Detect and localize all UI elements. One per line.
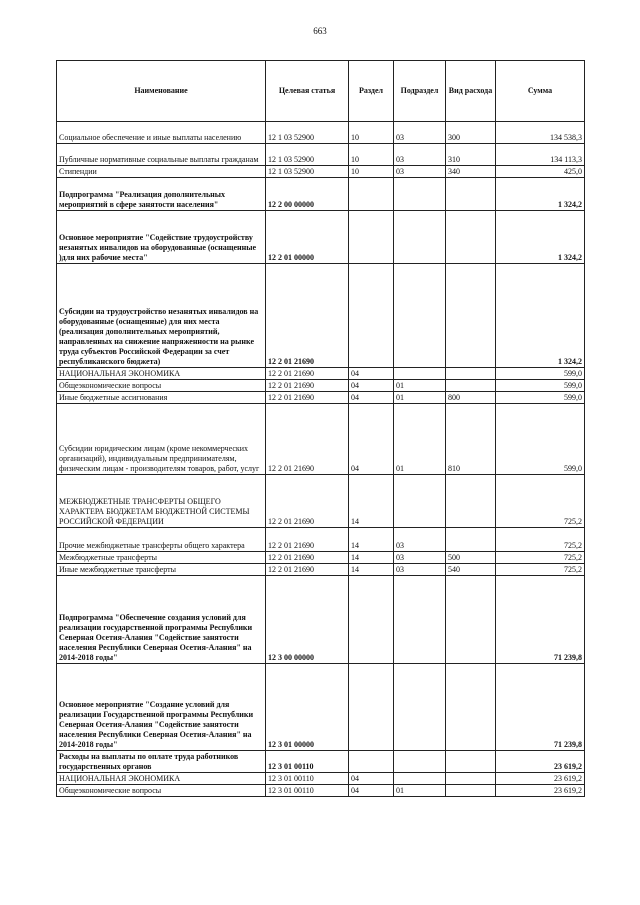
cell-type: [446, 475, 496, 528]
cell-section: 04: [349, 404, 394, 475]
cell-section: 14: [349, 564, 394, 576]
cell-section: 10: [349, 122, 394, 144]
cell-sum: 1 324,2: [496, 264, 585, 368]
header-section: Раздел: [349, 61, 394, 122]
cell-code: 12 1 03 52900: [266, 144, 349, 166]
header-name: Наименование: [57, 61, 266, 122]
cell-code: 12 3 01 00000: [266, 664, 349, 751]
cell-subsection: [394, 368, 446, 380]
cell-name: Общеэкономические вопросы: [57, 380, 266, 392]
cell-subsection: [394, 664, 446, 751]
cell-subsection: [394, 576, 446, 664]
cell-sum: 725,2: [496, 564, 585, 576]
cell-type: [446, 368, 496, 380]
cell-type: 310: [446, 144, 496, 166]
cell-code: 12 2 01 21690: [266, 552, 349, 564]
cell-sum: 599,0: [496, 380, 585, 392]
header-sum: Сумма: [496, 61, 585, 122]
cell-type: 300: [446, 122, 496, 144]
cell-type: [446, 211, 496, 264]
cell-name: Субсидии юридическим лицам (кроме некоммерческих организаций), индивидуальным предпринимателям, физическим лицам - производителям товаров, работ, услуг: [57, 404, 266, 475]
table-row: [57, 475, 585, 528]
cell-code: 12 2 01 00000: [266, 211, 349, 264]
cell-type: 500: [446, 552, 496, 564]
table-row: [57, 144, 585, 166]
cell-sum: 23 619,2: [496, 751, 585, 773]
cell-subsection: 03: [394, 144, 446, 166]
cell-section: 04: [349, 785, 394, 797]
cell-name: НАЦИОНАЛЬНАЯ ЭКОНОМИКА: [57, 773, 266, 785]
cell-type: [446, 773, 496, 785]
cell-sum: 23 619,2: [496, 773, 585, 785]
table-row: [57, 178, 585, 211]
cell-sum: 599,0: [496, 368, 585, 380]
cell-name: Иные бюджетные ассигнования: [57, 392, 266, 404]
cell-name: Субсидии на трудоустройство незанятых инвалидов на оборудованные (оснащенные) для них места (реализация дополнительных мероприятий, направленных на снижение напряженности на рынке труда субъектов Российской Федерации за счет республиканского бюджета): [57, 264, 266, 368]
cell-section: [349, 264, 394, 368]
cell-name: Подпрограмма "Обеспечение создания условий для реализации государственной программы Республики Северная Осетия-Алания "Содействие занятости населения Республики Северная Осетия-Алания" на 2014-2018 годы": [57, 576, 266, 664]
cell-name: Основное мероприятие "Создание условий для реализации Государственной программы Республики Северная Осетия-Алания "Содействие занятости населения Республики Северная Осетия-Алания" на 2014-2018 годы": [57, 664, 266, 751]
table-row: [57, 552, 585, 564]
cell-code: 12 3 01 00110: [266, 751, 349, 773]
cell-code: 12 2 00 00000: [266, 178, 349, 211]
cell-section: [349, 178, 394, 211]
cell-code: 12 1 03 52900: [266, 166, 349, 178]
cell-name: Расходы на выплаты по оплате труда работников государственных органов: [57, 751, 266, 773]
cell-section: 04: [349, 368, 394, 380]
cell-type: [446, 380, 496, 392]
cell-sum: 1 324,2: [496, 211, 585, 264]
table-row: [57, 211, 585, 264]
cell-code: 12 2 01 21690: [266, 368, 349, 380]
table-row: [57, 528, 585, 552]
cell-name: Прочие межбюджетные трансферты общего характера: [57, 528, 266, 552]
table-row: [57, 122, 585, 144]
cell-subsection: [394, 751, 446, 773]
table-row: [57, 368, 585, 380]
cell-sum: 425,0: [496, 166, 585, 178]
cell-sum: 1 324,2: [496, 178, 585, 211]
cell-sum: 725,2: [496, 528, 585, 552]
cell-subsection: [394, 178, 446, 211]
cell-section: 14: [349, 552, 394, 564]
cell-section: 14: [349, 475, 394, 528]
cell-type: [446, 751, 496, 773]
cell-subsection: [394, 211, 446, 264]
table-row: [57, 166, 585, 178]
cell-sum: 23 619,2: [496, 785, 585, 797]
cell-type: 810: [446, 404, 496, 475]
cell-name: Публичные нормативные социальные выплаты гражданам: [57, 144, 266, 166]
cell-code: 12 2 01 21690: [266, 564, 349, 576]
cell-subsection: 03: [394, 552, 446, 564]
cell-type: [446, 264, 496, 368]
cell-sum: 134 113,3: [496, 144, 585, 166]
page-number: 663: [313, 26, 327, 36]
cell-subsection: [394, 773, 446, 785]
cell-section: [349, 576, 394, 664]
cell-sum: 599,0: [496, 392, 585, 404]
table-row: [57, 564, 585, 576]
cell-type: [446, 785, 496, 797]
cell-subsection: 01: [394, 392, 446, 404]
cell-sum: 134 538,3: [496, 122, 585, 144]
cell-name: Подпрограмма "Реализация дополнительных мероприятий в сфере занятости населения": [57, 178, 266, 211]
table-row: [57, 773, 585, 785]
cell-name: Основное мероприятие "Содействие трудоустройству незанятых инвалидов на оборудованные (оснащенные )для них рабочие места": [57, 211, 266, 264]
table-row: [57, 751, 585, 773]
cell-code: 12 3 00 00000: [266, 576, 349, 664]
table-row: [57, 785, 585, 797]
cell-code: 12 3 01 00110: [266, 785, 349, 797]
cell-code: 12 3 01 00110: [266, 773, 349, 785]
cell-code: 12 2 01 21690: [266, 404, 349, 475]
cell-section: 04: [349, 773, 394, 785]
cell-code: 12 2 01 21690: [266, 392, 349, 404]
cell-sum: 725,2: [496, 475, 585, 528]
cell-type: [446, 576, 496, 664]
cell-subsection: 01: [394, 785, 446, 797]
table-row: [57, 404, 585, 475]
header-code: Целевая статья: [266, 61, 349, 122]
cell-section: [349, 211, 394, 264]
cell-name: Общеэкономические вопросы: [57, 785, 266, 797]
cell-sum: 725,2: [496, 552, 585, 564]
cell-name: Стипендии: [57, 166, 266, 178]
cell-code: 12 2 01 21690: [266, 528, 349, 552]
table-row: [57, 392, 585, 404]
cell-sum: 71 239,8: [496, 664, 585, 751]
table-row: [57, 664, 585, 751]
header-type: Вид расхода: [446, 61, 496, 122]
cell-code: 12 2 01 21690: [266, 380, 349, 392]
table-header-row: [57, 61, 585, 122]
cell-name: Межбюджетные трансферты: [57, 552, 266, 564]
cell-section: [349, 751, 394, 773]
cell-section: 10: [349, 166, 394, 178]
table-body: [57, 122, 585, 797]
cell-type: 800: [446, 392, 496, 404]
cell-type: [446, 528, 496, 552]
cell-subsection: 03: [394, 528, 446, 552]
cell-name: Социальное обеспечение и иные выплаты населению: [57, 122, 266, 144]
cell-code: 12 2 01 21690: [266, 264, 349, 368]
cell-sum: 599,0: [496, 404, 585, 475]
header-subsection: Подраздел: [394, 61, 446, 122]
cell-subsection: 03: [394, 122, 446, 144]
cell-type: [446, 178, 496, 211]
cell-section: 10: [349, 144, 394, 166]
cell-code: 12 2 01 21690: [266, 475, 349, 528]
cell-section: 14: [349, 528, 394, 552]
cell-subsection: [394, 264, 446, 368]
cell-subsection: 01: [394, 404, 446, 475]
cell-section: 04: [349, 392, 394, 404]
cell-section: 04: [349, 380, 394, 392]
cell-subsection: 01: [394, 380, 446, 392]
cell-section: [349, 664, 394, 751]
cell-subsection: [394, 475, 446, 528]
budget-table: [56, 60, 585, 797]
table-row: [57, 264, 585, 368]
cell-code: 12 1 03 52900: [266, 122, 349, 144]
cell-subsection: 03: [394, 166, 446, 178]
cell-name: НАЦИОНАЛЬНАЯ ЭКОНОМИКА: [57, 368, 266, 380]
cell-type: [446, 664, 496, 751]
table-row: [57, 576, 585, 664]
cell-sum: 71 239,8: [496, 576, 585, 664]
cell-name: Иные межбюджетные трансферты: [57, 564, 266, 576]
table-row: [57, 380, 585, 392]
cell-type: 540: [446, 564, 496, 576]
cell-subsection: 03: [394, 564, 446, 576]
cell-name: МЕЖБЮДЖЕТНЫЕ ТРАНСФЕРТЫ ОБЩЕГО ХАРАКТЕРА БЮДЖЕТАМ БЮДЖЕТНОЙ СИСТЕМЫ РОССИЙСКОЙ ФЕДЕРАЦИИ: [57, 475, 266, 528]
cell-type: 340: [446, 166, 496, 178]
